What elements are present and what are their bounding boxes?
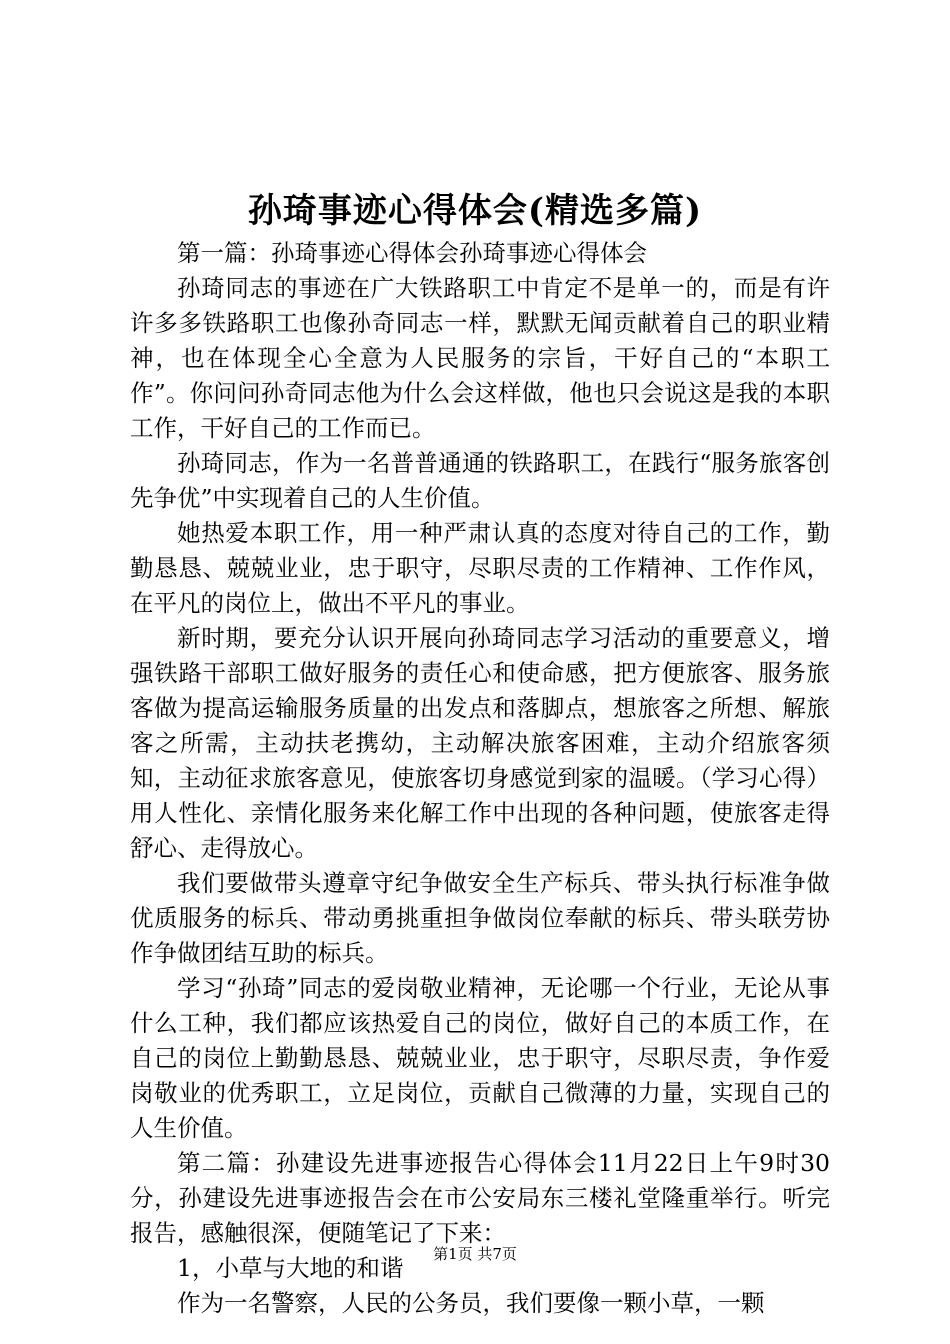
paragraph: 我们要做带头遵章守纪争做安全生产标兵、带头执行标准争做优质服务的标兵、带动勇挑重担争做岗位奉献的标兵、带头联劳协作争做团结互助的标兵。 xyxy=(130,869,830,967)
paragraph: 她热爱本职工作，用一种严肃认真的态度对待自己的工作，勤勤恳恳、兢兢业业，忠于职守，尽职尽责的工作精神、工作作风，在平凡的岗位上，做出不平凡的事业。 xyxy=(130,519,830,617)
page-footer: 第1页 共7页 xyxy=(433,1245,517,1263)
paragraph: 孙琦同志的事迹在广大铁路职工中肯定不是单一的，而是有许许多多铁路职工也像孙奇同志一样，默默无闻贡献着自己的职业精神，也在体现全心全意为人民服务的宗旨，干好自己的“本职工作”。你问问孙奇同志他为什么会这样做，他也只会说这是我的本职工作，干好自己的工作而已。 xyxy=(130,274,830,442)
paragraph: 作为一名警察，人民的公务员，我们要像一颗小草，一颗 xyxy=(177,1289,765,1317)
paragraph: 新时期，要充分认识开展向孙琦同志学习活动的重要意义，增强铁路干部职工做好服务的责任心和使命感，把方便旅客、服务旅客做为提高运输服务质量的出发点和落脚点，想旅客之所想、解旅客之所需，主动扶老携幼，主动解决旅客困难，主动介绍旅客须知，主动征求旅客意见，使旅客切身感觉到家的温暖。（学习心得）用人性化、亲情化服务来化解工作中出现的各种问题，使旅客走得舒心、走得放心。 xyxy=(130,624,830,862)
section-heading-2: 第二篇：孙建设先进事迹报告心得体会11月22日上午9时30分，孙建设先进事迹报告会在市公安局东三楼礼堂隆重举行。听完报告，感触很深，便随笔记了下来： xyxy=(130,1149,830,1247)
section-heading-1: 第一篇：孙琦事迹心得体会孙琦事迹心得体会 xyxy=(177,239,647,267)
document-title: 孙琦事迹心得体会(精选多篇) xyxy=(247,191,703,231)
paragraph: 学习“孙琦”同志的爱岗敬业精神，无论哪一个行业，无论从事什么工种，我们都应该热爱自己的岗位，做好自己的本质工作，在自己的岗位上勤勤恳恳、兢兢业业，忠于职守，尽职尽责，争作爱岗敬业的优秀职工，立足岗位，贡献自己微薄的力量，实现自己的人生价值。 xyxy=(130,974,830,1142)
paragraph: 孙琦同志，作为一名普普通通的铁路职工，在践行“服务旅客创先争优”中实现着自己的人生价值。 xyxy=(130,449,830,512)
document-body xyxy=(130,236,830,1321)
subheading: 1，小草与大地的和谐 xyxy=(177,1254,404,1282)
